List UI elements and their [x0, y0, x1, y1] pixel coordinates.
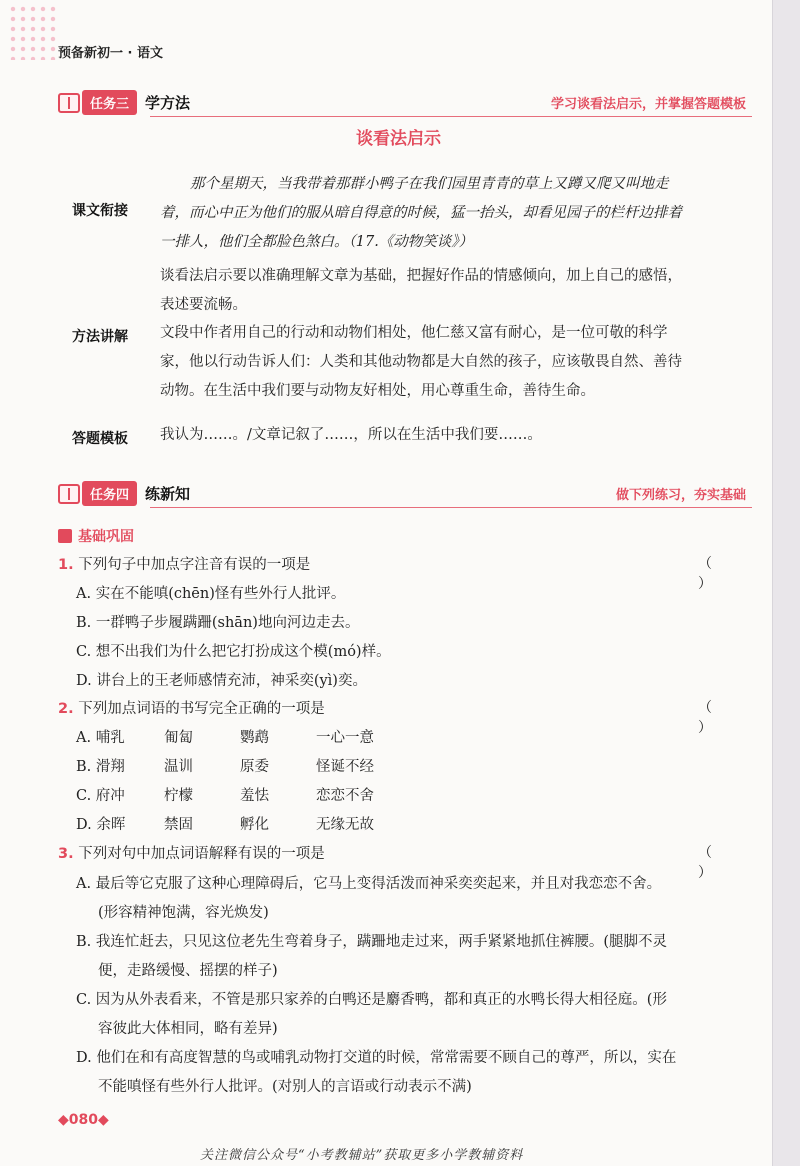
- task3-bar: [58, 88, 758, 116]
- option-word: 鹦鹉: [240, 730, 269, 746]
- section-marker-icon: [58, 529, 72, 543]
- question-2: [58, 697, 758, 736]
- passage-line: 那个星期天，当我带着那群小鸭子在我们园里青青的草上又蹲又爬又叫地走: [190, 176, 669, 192]
- method-intro-line: 表述要流畅。: [160, 297, 247, 313]
- question-number: 2.: [58, 701, 74, 717]
- text-link-passage: [160, 170, 760, 257]
- option-line: A. 最后等它克服了这种心理障碍后，它马上变得活泼而神采奕奕起来，并且对我恋恋不舍。: [76, 876, 662, 892]
- question-number: 3.: [58, 846, 74, 862]
- question-1: [58, 553, 758, 592]
- book-title: 预备新初一 · 语文: [58, 46, 163, 61]
- option: [76, 986, 766, 1044]
- question-3: [58, 842, 758, 881]
- answer-blank[interactable]: （ ）: [698, 700, 740, 736]
- task3-title: 学方法: [145, 94, 191, 112]
- option-line: 不能嗔怪有些外行人批评。(对别人的言语或行动表示不满): [98, 1079, 472, 1095]
- option-word: C. 府冲: [76, 788, 125, 804]
- option-word: 原委: [240, 759, 269, 775]
- option-word: 怪诞不经: [316, 759, 374, 775]
- task4-badge: 任务四: [82, 481, 137, 506]
- option-word: 柠檬: [164, 788, 193, 804]
- task4-underline: [150, 507, 752, 508]
- option-word: B. 滑翔: [76, 759, 125, 775]
- option: A. 实在不能嗔(chēn)怪有些外行人批评。: [76, 586, 346, 602]
- method-line: 家，他以行动告诉人们：人类和其他动物都是大自然的孩子，应该敬畏自然、善待: [160, 354, 682, 370]
- option-line: C. 因为从外表看来，不管是那只家养的白鸭还是麝香鸭，都和真正的水鸭长得大相径庭。(形: [76, 992, 667, 1008]
- option-word: A. 哺乳: [76, 730, 125, 746]
- option-word: 恋恋不舍: [316, 788, 374, 804]
- question-stem: 下列加点词语的书写完全正确的一项是: [78, 701, 325, 717]
- option-word: 禁固: [164, 817, 193, 833]
- option-line: (形容精神饱满，容光焕发): [98, 905, 269, 921]
- option-row: [76, 726, 392, 747]
- option: [76, 1044, 766, 1102]
- page-number: [58, 1112, 109, 1128]
- option-word: 孵化: [240, 817, 269, 833]
- option: [76, 928, 766, 986]
- diamond-icon: ◆: [58, 1112, 69, 1128]
- option-line: B. 我连忙赶去，只见这位老先生弯着身子，蹒跚地走过来，两手紧紧地抓住裤腰。(腿脚不灵: [76, 934, 668, 950]
- option: D. 讲台上的王老师感情充沛，神采奕(yì)奕。: [76, 673, 367, 689]
- task4-subtitle: 做下列练习，夯实基础: [615, 488, 746, 503]
- option-line: 便，走路缓慢、摇摆的样子): [98, 963, 278, 979]
- question-stem: 下列句子中加点字注音有误的一项是: [78, 557, 311, 573]
- option-word: 无缘无故: [316, 817, 374, 833]
- option-line: D. 他们在和有高度智慧的鸟或哺乳动物打交道的时候，常常需要不顾自己的尊严，所以，实在: [76, 1050, 677, 1066]
- answer-blank[interactable]: （ ）: [698, 845, 740, 881]
- task3-subtitle: 学习谈看法启示，并掌握答题模板: [550, 97, 746, 112]
- section-basic-label: 基础巩固: [78, 529, 134, 545]
- book-icon: [58, 93, 80, 113]
- section-title: 谈看法启示: [356, 129, 441, 149]
- page-edge: [772, 0, 800, 1166]
- method-intro: [160, 262, 760, 320]
- method-text: [160, 319, 760, 406]
- option-row: [76, 755, 392, 776]
- task3-badge: 任务三: [82, 90, 137, 115]
- template-label: 答题模板: [72, 431, 128, 447]
- answer-blank[interactable]: （ ）: [698, 556, 740, 592]
- question-stem: 下列对句中加点词语解释有误的一项是: [78, 846, 325, 862]
- page-number-text: 080: [68, 1112, 99, 1128]
- option-word: 匍匐: [164, 730, 193, 746]
- option-row: [76, 784, 392, 805]
- corner-dot-pattern: [8, 4, 58, 60]
- option-word: D. 余晖: [76, 817, 126, 833]
- option: [76, 870, 766, 928]
- option: C. 想不出我们为什么把它打扮成这个模(mó)样。: [76, 644, 391, 660]
- task4-bar: [58, 479, 758, 507]
- diamond-icon: ◆: [98, 1112, 109, 1128]
- option: B. 一群鸭子步履蹒跚(shān)地向河边走去。: [76, 615, 360, 631]
- option-word: 羞怯: [240, 788, 269, 804]
- task3-underline: [150, 116, 752, 117]
- option-word: 一心一意: [316, 730, 374, 746]
- passage-line: 着，而心中正为他们的服从暗自得意的时候，猛一抬头，却看见园子的栏杆边排着: [160, 205, 682, 221]
- template-text: 我认为……。/文章记叙了……，所以在生活中我们要……。: [160, 427, 542, 443]
- pencil-note-icon: [58, 484, 80, 504]
- method-intro-line: 谈看法启示要以准确理解文章为基础，把握好作品的情感倾向，加上自己的感悟，: [160, 268, 682, 284]
- footer-note: 关注微信公众号“小考教辅站”获取更多小学教辅资料: [200, 1148, 524, 1163]
- passage-line: 一排人，他们全都脸色煞白。（17.《动物笑谈》）: [160, 234, 474, 250]
- task4-title: 练新知: [145, 485, 191, 503]
- method-label: 方法讲解: [72, 329, 128, 345]
- question-number: 1.: [58, 557, 74, 573]
- text-link-label: 课文衔接: [72, 203, 128, 219]
- option-row: [76, 813, 392, 834]
- section-basic: [58, 526, 134, 546]
- option-line: 容彼此大体相同，略有差异): [98, 1021, 278, 1037]
- method-line: 文段中作者用自己的行动和动物们相处，他仁慈又富有耐心，是一位可敬的科学: [160, 325, 668, 341]
- method-line: 动物。在生活中我们要与动物友好相处，用心尊重生命，善待生命。: [160, 383, 595, 399]
- option-word: 温训: [164, 759, 193, 775]
